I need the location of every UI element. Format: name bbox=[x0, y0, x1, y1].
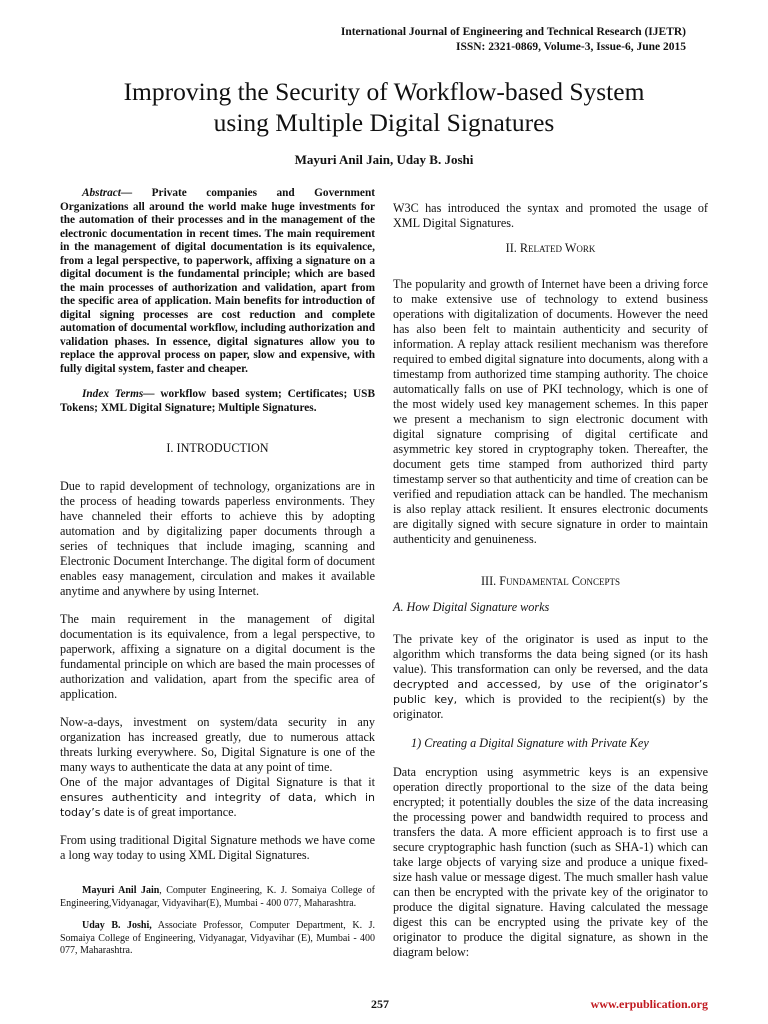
abstract bbox=[60, 187, 375, 376]
index-terms-text: workflow based system; Certificates; USB Tokens; XML Digital Signature; Multiple Signatures. bbox=[60, 388, 375, 414]
paper-title bbox=[60, 76, 708, 138]
intro-paragraph-3: Now-a-days, investment on system/data security in any organization has increased greatly, due to numerous attack threats lurking everywhere. So, Digital Signature is one of the many ways to authenticate the data at any point of time. bbox=[60, 715, 375, 774]
publisher-website-link[interactable]: www.erpublication.org bbox=[590, 997, 708, 1011]
encryption-paragraph: Data encryption using asymmetric keys is an expensive operation directly proportional to the size of the data being encrypted; it potentially doubles the size of the data increasing the processing power and bandwidth required to process and transfers the data. A more efficient approach is to first use a secure cryptographic hash function (such as SHA-1) which can take large objects of varying size and produce a unique fixed-size hash value or message digest. The much smaller hash value can then be encrypted with the private key of the originator to produce the digital signature. Having calculated the message digest this can be encrypted using the private key of the originator to produce the digital signature, as shown in the diagram below: bbox=[393, 765, 708, 959]
footnote-1-text: , Computer Engineering, K. J. Somaiya College of Engineering,Vidyanagar, Vidyavihar(E), Mumbai - 400 077, Maharashtra. bbox=[60, 885, 375, 909]
right-column bbox=[393, 187, 708, 960]
subsection-how-digital-signature-works: A. How Digital Signature works bbox=[393, 600, 550, 614]
xml-dsig-paragraph: W3C has introduced the syntax and promoted the usage of XML Digital Signatures. bbox=[393, 201, 708, 230]
abstract-lead: Abstract— bbox=[82, 187, 133, 199]
related-work-paragraph: The popularity and growth of Internet have been a driving force to make extensive use of technology to extend business operations with digitalization of documents. However the need has also been felt to maintain authenticity and security of information. A replay attack resilient mechanism was therefore required to embed digital signature into documents, along with a timestamp from authorized time stamping authority. The choice automatically falls on use of PKI technology, which is one of the most widely used key management schemes. In this paper we present a mechanism to sign electronic document with digital signature comprising of digital certificate and asymmetric key stored in cryptography token. Thereafter, the document gets time stamped from authorized third party timestamp server so that authenticity and time of creation can be verified and repudiation attack can be handled. The mechanism is also replay attack resilient. It ensures electronic documents are digitally signed with secure signature in order to maintain authenticity and genuineness. bbox=[393, 277, 708, 546]
footnote-1-name: Mayuri Anil Jain bbox=[82, 885, 160, 896]
section-heading-introduction: I. INTRODUCTION bbox=[166, 441, 269, 455]
index-terms bbox=[60, 388, 375, 415]
journal-name: International Journal of Engineering and Technical Research (IJETR) bbox=[340, 26, 686, 38]
subsection-creating-digital-signature: 1) Creating a Digital Signature with Private Key bbox=[411, 736, 649, 750]
intro-paragraph-2: The main requirement in the management of digital documentation is its equivalence, from a legal perspective, to paperwork, affixing a signature on a digital document is the fundamental principle on which are based the main processes of authorization and validation, apart from the specific area of application. bbox=[60, 612, 375, 701]
pk-end: which is provided to the recipient(s) by the originator. bbox=[393, 692, 708, 721]
intro-paragraph-1: Due to rapid development of technology, organizations are in the process of heading towards paperless environments. They have channeled their efforts to achieve this by adopting automation and by digitalizing paper documents through a series of techniques that include imaging, scanning and Electronic Document Interchange. The digital form of document enables easy management, circulation and makes it available anytime and anywhere by using Internet. bbox=[60, 479, 375, 598]
abstract-text: Private companies and Government Organizations all around the world make huge investments for the automation of their processes and in the management of the electronic documentation in recent times. The main requirement in the management of digital documentation is its equivalence, from a legal perspective, to paperwork, affixing a signature on a digital document is the fundamental principle; which are based the main processes of authorization and validation, apart from the specific area of application. Main benefits for introduction of digital signing processes are cost reduction and complete automation of documental workflow, including authorization and validation phases. In essence, digital signatures allow you to replace the approval process on paper, slow and expensive, with fully digital system, faster and cheaper. bbox=[60, 187, 375, 375]
index-terms-lead: Index Terms— bbox=[82, 388, 155, 400]
title-line-2: using Multiple Digital Signatures bbox=[213, 108, 555, 137]
section-heading-related-work: II. Related Work bbox=[505, 241, 596, 255]
footnote-2-name: Uday B. Joshi, bbox=[82, 920, 152, 931]
journal-header bbox=[341, 25, 686, 55]
intro-paragraph-4 bbox=[60, 775, 375, 820]
intro-p4-handwritten: ensures authenticity and integrity of data, which in today’s bbox=[60, 791, 375, 819]
intro-p4-end: date is of great importance. bbox=[100, 805, 237, 819]
page-number: 257 bbox=[371, 997, 389, 1011]
paper-authors: Mayuri Anil Jain, Uday B. Joshi bbox=[294, 152, 474, 167]
journal-issn: ISSN: 2321-0869, Volume-3, Issue-6, June 2015 bbox=[455, 41, 686, 53]
title-line-1: Improving the Security of Workflow-based System bbox=[123, 77, 645, 106]
intro-p4-start: One of the major advantages of Digital Signature is that it bbox=[60, 775, 375, 789]
intro-paragraph-5: From using traditional Digital Signature methods we have come a long way today to using XML Digital Signatures. bbox=[60, 833, 375, 862]
pk-handwritten: decrypted and accessed, by use of the originator’s public key, bbox=[393, 678, 708, 706]
author-footnote-2 bbox=[60, 920, 375, 958]
section-heading-fundamental-concepts: III. Fundamental Concepts bbox=[480, 574, 620, 588]
pk-start: The private key of the originator is used as input to the algorithm which transforms the data being signed (or its hash value). This transformation can only be reversed, and the data bbox=[393, 632, 708, 676]
left-column bbox=[60, 187, 375, 958]
author-footnote-1 bbox=[60, 885, 375, 910]
footnote-2-text: Associate Professor, Computer Department, K. J. Somaiya College of Engineering, Vidyanagar, Vidyavihar (E), Mumbai - 400 077, Maharashtra. bbox=[60, 920, 375, 956]
private-key-paragraph bbox=[393, 632, 708, 722]
